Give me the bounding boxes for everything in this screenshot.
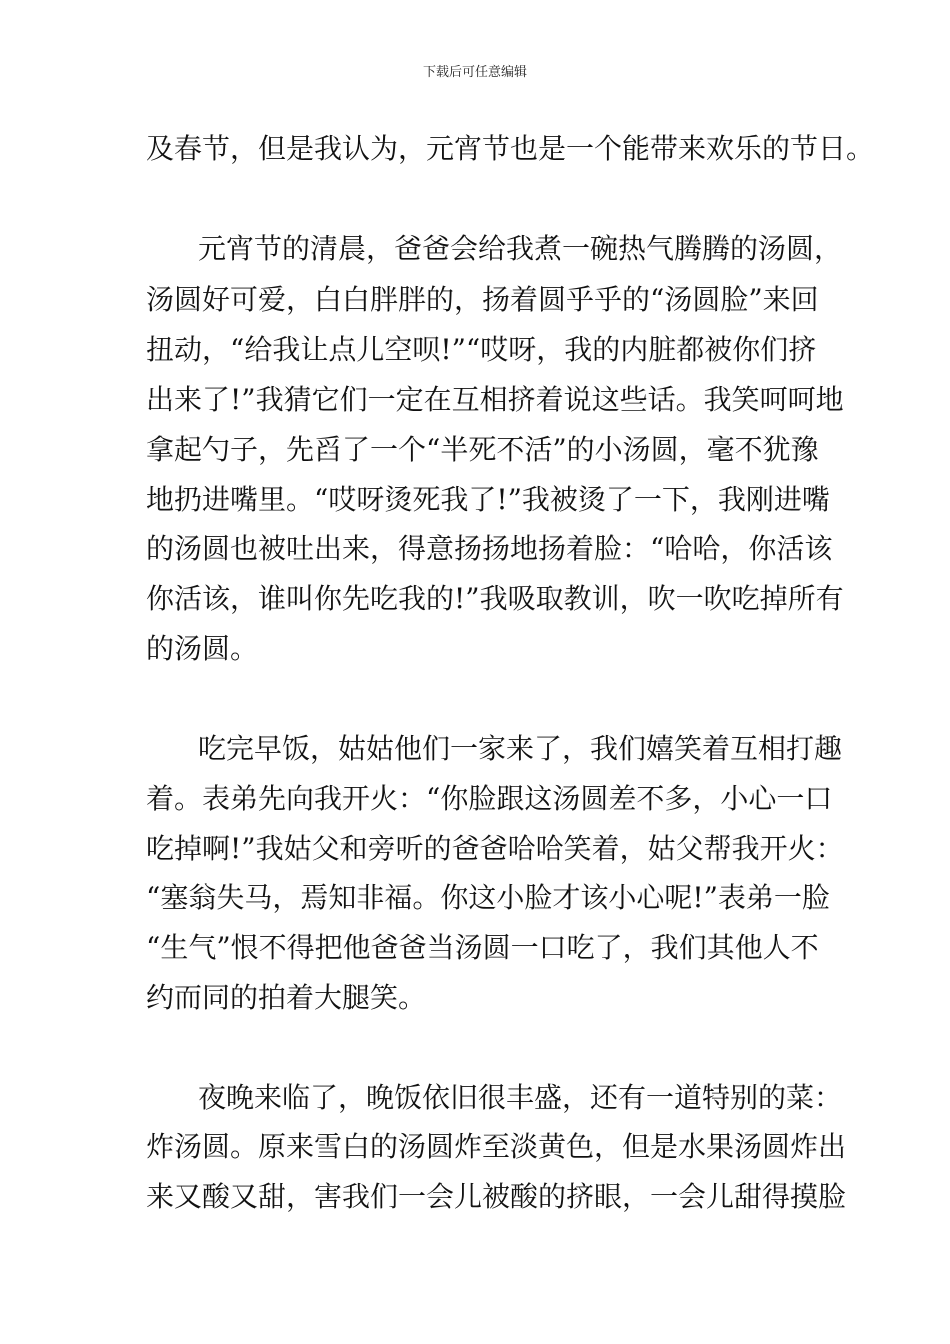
text-line: 元宵节的清晨，爸爸会给我煮一碗热气腾腾的汤圆， bbox=[198, 232, 843, 265]
page-header: 下载后可任意编辑 bbox=[422, 65, 527, 80]
text-line: 夜晚来临了，晚饭依旧很丰盛，还有一道特别的菜： bbox=[198, 1081, 843, 1114]
text-line: 来又酸又甜，害我们一会儿被酸的挤眼，一会儿甜得摸脸 bbox=[146, 1180, 847, 1213]
text-line: 拿起勺子，先舀了一个“半死不活”的小汤圆，毫不犹豫 bbox=[146, 433, 819, 466]
text-line: 约而同的拍着大腿笑。 bbox=[146, 981, 427, 1014]
text-line: 吃完早饭，姑姑他们一家来了，我们嬉笑着互相打趣 bbox=[198, 732, 843, 765]
text-line: 汤圆好可爱，白白胖胖的，扬着圆乎乎的“汤圆脸”来回 bbox=[146, 283, 819, 316]
text-line: 及春节，但是我认为，元宵节也是一个能带来欢乐的节日。 bbox=[146, 132, 875, 165]
text-line: 着。表弟先向我开火：“你脸跟这汤圆差不多，小心一口 bbox=[146, 782, 833, 815]
text-line: “生气”恨不得把他爸爸当汤圆一口吃了，我们其他人不 bbox=[146, 931, 819, 964]
text-line: 的汤圆也被吐出来，得意扬扬地扬着脸：“哈哈，你活该 bbox=[146, 532, 833, 565]
text-line: 出来了!”我猜它们一定在互相挤着说这些话。我笑呵呵地 bbox=[146, 383, 844, 416]
text-line: 吃掉啊!”我姑父和旁听的爸爸哈哈笑着，姑父帮我开火： bbox=[146, 832, 844, 865]
text-line: 地扔进嘴里。“哎呀烫死我了!”我被烫了一下，我刚进嘴 bbox=[146, 483, 830, 516]
text-line: “塞翁失马，焉知非福。你这小脸才该小心呢!”表弟一脸 bbox=[146, 881, 830, 914]
text-line: 的汤圆。 bbox=[146, 632, 259, 665]
text-line: 炸汤圆。原来雪白的汤圆炸至淡黄色，但是水果汤圆炸出 bbox=[146, 1130, 847, 1163]
text-line: 扭动，“给我让点儿空呗!”“哎呀，我的内脏都被你们挤 bbox=[146, 333, 817, 366]
text-line: 你活该，谁叫你先吃我的!”我吸取教训，吹一吹吃掉所有 bbox=[146, 582, 844, 615]
